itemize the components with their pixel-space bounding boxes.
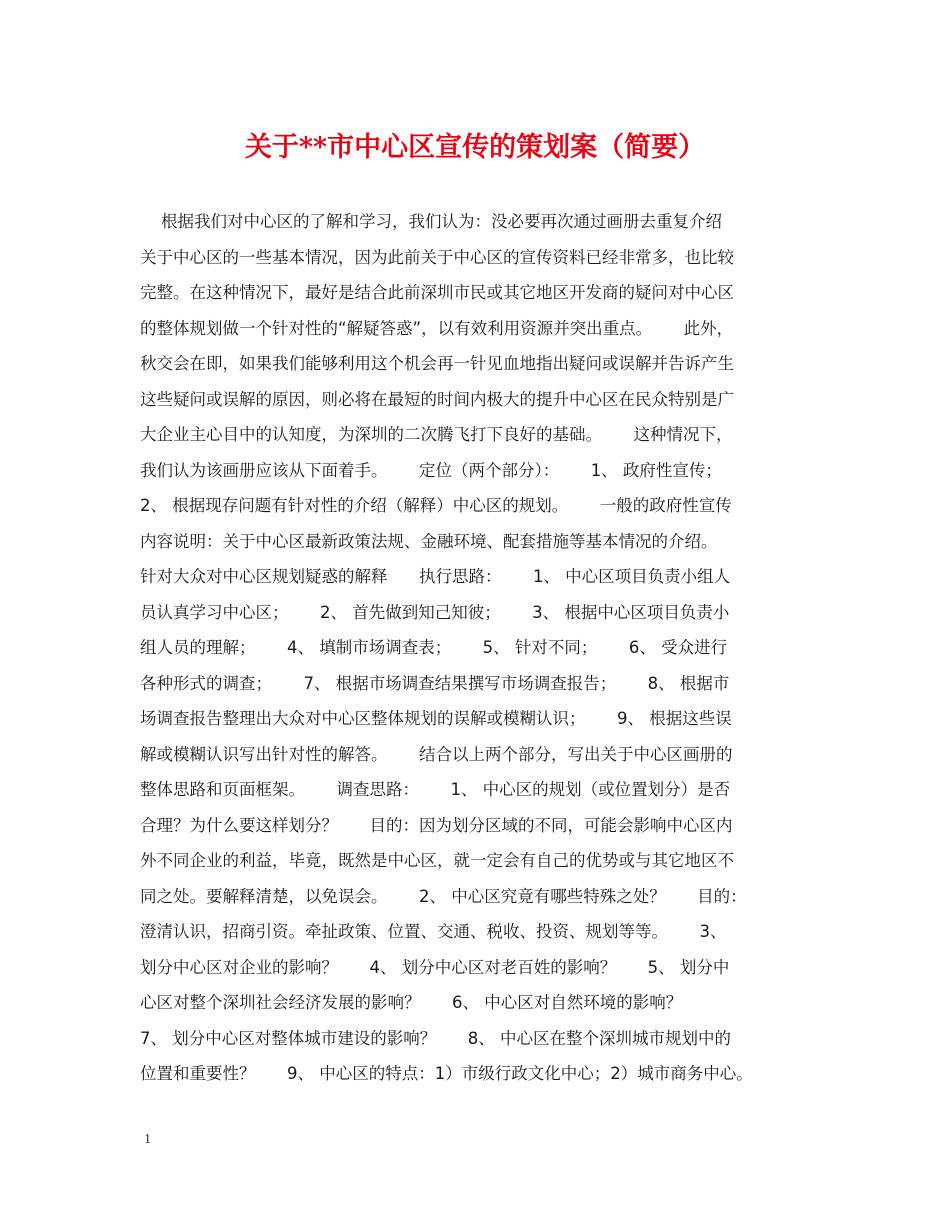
body-line: 员认真学习中心区； 2、 首先做到知己知彼； 3、 根据中心区项目负责小 xyxy=(140,602,730,622)
body-line: 合理？为什么要这样划分？ 目的：因为划分区域的不同，可能会影响中心区内 xyxy=(140,815,733,835)
body-line: 我们认为该画册应该从下面着手。 定位（两个部分）： 1、 政府性宣传； xyxy=(140,460,722,480)
body-line: 秋交会在即，如果我们能够利用这个机会再一针见血地指出疑问或误解并告诉产生 xyxy=(140,354,734,373)
body-line: 大企业主心目中的认知度，为深圳的二次腾飞打下良好的基础。 这种情况下， xyxy=(140,425,733,444)
document-title: 关于**市中心区宣传的策划案（简要） xyxy=(244,132,706,163)
body-line: 外不同企业的利益，毕竟，既然是中心区，就一定会有自己的优势或与其它地区不 xyxy=(140,851,734,870)
body-line: 位置和重要性？ 9、 中心区的特点：1）市级行政文化中心；2）城市商务中心。 xyxy=(140,1064,753,1083)
body-line: 关于中心区的一些基本情况，因为此前关于中心区的宣传资料已经非常多，也比较 xyxy=(140,247,734,267)
body-line: 内容说明：关于中心区最新政策法规、金融环境、配套措施等基本情况的介绍。 xyxy=(140,531,718,551)
body-line: 心区对整个深圳社会经济发展的影响？ 6、 中心区对自然环境的影响？ xyxy=(140,993,683,1012)
body-line: 这些疑问或误解的原因，则必将在最短的时间内极大的提升中心区在民众特别是广 xyxy=(140,389,734,409)
body-line: 完整。在这种情况下，最好是结合此前深圳市民或其它地区开发商的疑问对中心区 xyxy=(140,283,734,302)
page-number: 1 xyxy=(144,1132,151,1147)
body-line: 的整体规划做一个针对性的“解疑答惑”，以有效利用资源并突出重点。 此外， xyxy=(140,318,734,338)
body-line: 组人员的理解； 4、 填制市场调查表； 5、 针对不同； 6、 受众进行 xyxy=(140,638,728,657)
body-line: 同之处。要解释清楚，以免误会。 2、 中心区究竟有哪些特殊之处？ 目的： xyxy=(140,886,747,906)
document-body xyxy=(140,204,830,1092)
body-line: 解或模糊认识写出针对性的解答。 结合以上两个部分，写出关于中心区画册的 xyxy=(140,744,733,764)
body-line: 针对大众对中心区规划疑惑的解释 执行思路： 1、 中心区项目负责小组人 xyxy=(140,567,731,586)
body-line: 各种形式的调查； 7、 根据市场调查结果撰写市场调查报告； 8、 根据市 xyxy=(140,673,730,693)
body-line: 场调查报告整理出大众对中心区整体规划的误解或模糊认识； 9、 根据这些误 xyxy=(140,709,732,728)
body-line: 根据我们对中心区的了解和学习，我们认为：没必要再次通过画册去重复介绍 xyxy=(140,212,722,231)
body-line: 澄清认识，招商引资。牵扯政策、位置、交通、税收、投资、规划等等。 3、 xyxy=(140,922,727,941)
body-line: 整体思路和页面框架。 调查思路： 1、 中心区的规划（或位置划分）是否 xyxy=(140,780,731,799)
body-line: 7、 划分中心区对整体城市建设的影响？ 8、 中心区在整个深圳城市规划中的 xyxy=(140,1028,731,1048)
body-line: 2、 根据现存问题有针对性的介绍（解释）中心区的规划。 一般的政府性宣传 xyxy=(140,496,732,515)
body-line: 划分中心区对企业的影响？ 4、 划分中心区对老百姓的影响？ 5、 划分中 xyxy=(140,957,730,977)
